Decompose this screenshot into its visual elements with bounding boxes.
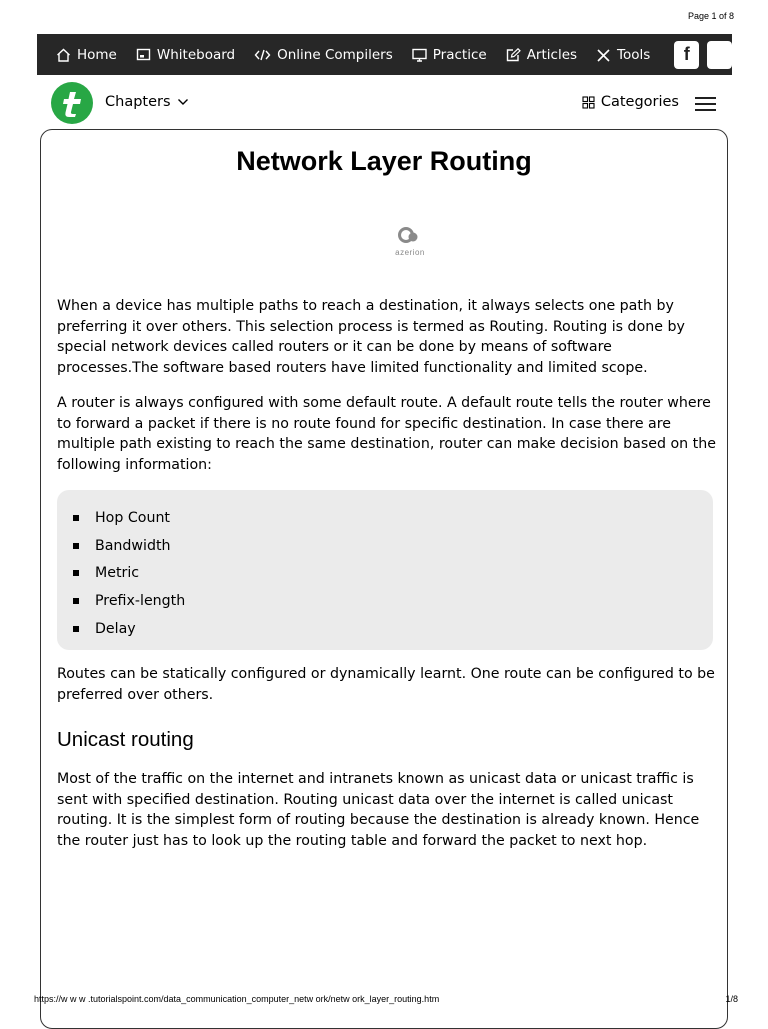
nav-practice-label: Practice bbox=[432, 46, 487, 63]
nav-home-label: Home bbox=[77, 46, 117, 63]
list-item-label: Prefix-length bbox=[95, 593, 186, 610]
bullet bbox=[73, 598, 79, 604]
nav-online-compilers-label: Online Compilers bbox=[277, 46, 393, 63]
paragraph-routing-intro: When a device has multiple paths to reach a destination, it always selects one path by preferring it over others. This selection process is termed as Routing. Routing is done by special network devices called routers or it can be done by means of software processes.The software based routers have limited functionality and limited scope. bbox=[57, 298, 685, 376]
categories-label: Categories bbox=[600, 94, 679, 110]
whiteboard-icon bbox=[136, 48, 151, 62]
nav-practice[interactable] bbox=[412, 47, 487, 63]
page-indicator: Page 1 of 8 bbox=[687, 11, 734, 21]
paragraph-unicast: Most of the traffic on the internet and intranets known as unicast data or unicast traffic is sent with specified destination. Routing unicast data over the internet is called unicast routing. It is the simplest form of routing because the destination is already known. Hence the router just has to look up the routing table and forward the packet to next hop. bbox=[57, 771, 700, 849]
paragraph-static-dynamic: Routes can be statically configured or dynamically learnt. One route can be configured to be preferred over others. bbox=[57, 666, 715, 703]
bullet bbox=[73, 626, 79, 632]
social-icon[interactable] bbox=[707, 41, 732, 69]
sub-header bbox=[37, 80, 732, 125]
list-item bbox=[73, 532, 713, 560]
grid-icon bbox=[582, 96, 595, 109]
bullet bbox=[73, 515, 79, 521]
nav-tools[interactable] bbox=[596, 47, 650, 63]
list-item bbox=[73, 587, 713, 615]
categories-button[interactable] bbox=[582, 94, 679, 110]
monitor-icon bbox=[412, 48, 427, 62]
list-item bbox=[73, 504, 713, 532]
list-item-label: Delay bbox=[95, 621, 136, 638]
nav-tools-label: Tools bbox=[617, 46, 651, 63]
bullet bbox=[73, 570, 79, 576]
nav-home[interactable] bbox=[56, 47, 117, 63]
section-heading-unicast: Unicast routing bbox=[57, 728, 194, 751]
list-item-label: Hop Count bbox=[95, 509, 170, 526]
footer-url: https://w w w .tutorialspoint.com/data_communication_computer_netw ork/netw ork_layer_routing.htm bbox=[34, 994, 440, 1004]
chapters-label: Chapters bbox=[105, 94, 171, 110]
list-item-label: Metric bbox=[95, 565, 140, 582]
top-navigation-bar bbox=[37, 34, 732, 75]
ad-placeholder[interactable] bbox=[390, 226, 430, 256]
chevron-down-icon bbox=[177, 98, 189, 106]
footer-page-number: 1/8 bbox=[725, 994, 738, 1004]
tutorialspoint-logo-icon[interactable] bbox=[51, 82, 93, 124]
paragraph-default-route: A router is always configured with some default route. A default route tells the router where to forward a packet if there is no route found for specific destination. In case there are multiple path existing to reach the same destination, router can make decision based on the following information: bbox=[57, 395, 716, 473]
list-item bbox=[73, 560, 713, 588]
facebook-icon[interactable]: f bbox=[674, 41, 699, 69]
code-icon bbox=[254, 48, 271, 62]
bullet bbox=[73, 543, 79, 549]
chapters-dropdown[interactable] bbox=[105, 94, 189, 110]
azerion-logo-icon bbox=[396, 226, 424, 244]
list-item-label: Bandwidth bbox=[95, 537, 171, 554]
nav-articles-label: Articles bbox=[526, 46, 578, 63]
nav-whiteboard[interactable] bbox=[136, 47, 235, 63]
routing-criteria-list bbox=[57, 490, 713, 650]
home-icon bbox=[56, 48, 71, 62]
nav-articles[interactable] bbox=[506, 47, 577, 63]
edit-icon bbox=[506, 48, 521, 62]
nav-online-compilers[interactable] bbox=[254, 47, 393, 63]
list-item bbox=[73, 615, 713, 643]
tools-icon bbox=[596, 48, 611, 62]
hamburger-menu-icon[interactable] bbox=[695, 96, 716, 115]
nav-whiteboard-label: Whiteboard bbox=[156, 46, 236, 63]
article-title: Network Layer Routing bbox=[236, 146, 532, 176]
ad-label: azerion bbox=[395, 248, 425, 257]
